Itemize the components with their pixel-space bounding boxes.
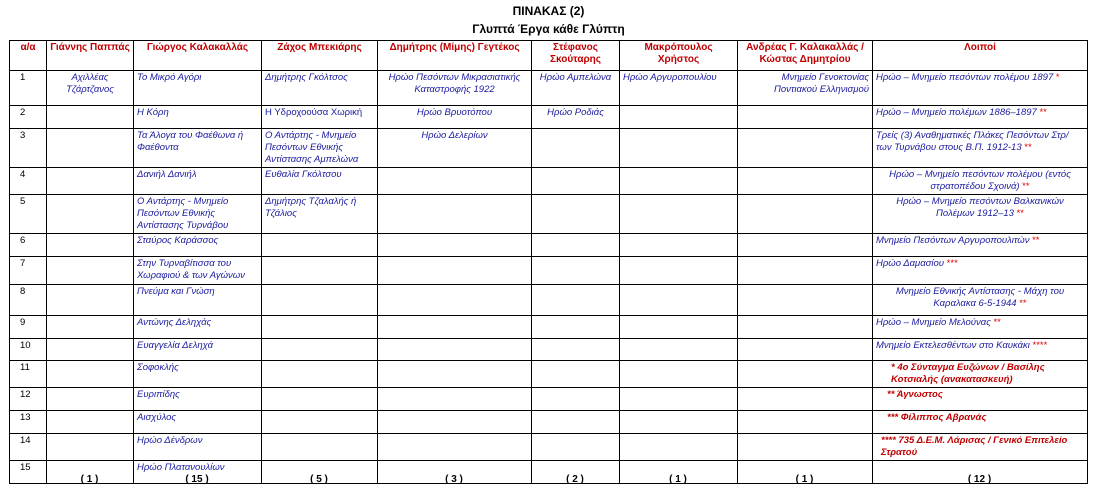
cell-loipoi	[873, 285, 1088, 316]
cell-andreas	[738, 234, 873, 257]
cell-pappas	[47, 285, 134, 316]
cell-gegtekos	[378, 234, 532, 257]
cell-loipoi	[873, 106, 1088, 129]
cell-gegtekos	[378, 168, 532, 195]
cell-skoutaris	[532, 129, 620, 168]
cell-andreas	[738, 195, 873, 234]
cell-bekiaris	[262, 411, 378, 434]
cell-bekiaris	[262, 234, 378, 257]
cell-loipoi	[873, 129, 1088, 168]
cell-gegtekos	[378, 361, 532, 388]
cell-bekiaris	[262, 361, 378, 388]
monument-text: Ηρώο – Μνημείο πεσόντων πολέμου (εντός στρατοπέδου Σχοινά)	[889, 169, 1071, 192]
cell-andreas: Μνημείο Γενοκτονίας Ποντιακού Ελληνισμού	[738, 71, 873, 106]
cell-skoutaris	[532, 388, 620, 411]
cell-andreas	[738, 316, 873, 339]
cell-andreas	[738, 129, 873, 168]
cell-skoutaris	[532, 361, 620, 388]
cell-kalakallas: Σοφοκλής	[134, 361, 262, 388]
page-subtitle: Γλυπτά Έργα κάθε Γλύπτη	[472, 22, 625, 36]
cell-bekiaris: Ο Αντάρτης - Μνημείο Πεσόντων Εθνικής Αντίστασης Αμπελώνα	[262, 129, 378, 168]
cell-pappas: Αχιλλέας Τζάρτζανος	[47, 71, 134, 106]
total-loipoi: ( 12 )	[967, 474, 992, 485]
cell-bekiaris: Δημήτρης Τζαλαλής ή Τζάλιος	[262, 195, 378, 234]
total-kalakallas: ( 15 )	[185, 474, 209, 485]
cell-gegtekos	[378, 434, 532, 461]
cell-gegtekos: Ηρώο Πεσόντων Μικρασιατικής Καταστροφής 1922	[378, 71, 532, 106]
cell-makropoulos	[620, 106, 738, 129]
row-index: 8	[10, 285, 47, 316]
monument-text: Μνημείο Πεσόντων Αργυροπουλιτών	[876, 235, 1030, 246]
cell-kalakallas: Η Κόρη	[134, 106, 262, 129]
total-bekiaris: ( 5 )	[310, 474, 328, 485]
row-index: 7	[10, 257, 47, 285]
cell-andreas	[738, 285, 873, 316]
footnote-marker: **	[990, 317, 1001, 328]
cell-loipoi	[873, 434, 1088, 461]
cell-bekiaris	[262, 388, 378, 411]
header-makropoulos: Μακρόπουλος Χρήστος	[620, 41, 738, 71]
row-index: 12	[10, 388, 47, 411]
cell-loipoi	[873, 71, 1088, 106]
footnote-text: **** 735 Δ.Ε.Μ. Λάρισας / Γενικό Επιτελείο Στρατού	[881, 435, 1068, 458]
footnote-text: ** Άγνωστος	[887, 389, 943, 400]
cell-skoutaris	[532, 434, 620, 461]
cell-kalakallas: Τα Άλογα του Φαέθωνα ή Φαέθοντα	[134, 129, 262, 168]
cell-pappas	[47, 411, 134, 434]
cell-skoutaris	[532, 316, 620, 339]
cell-kalakallas: Πνεύμα και Γνώση	[134, 285, 262, 316]
cell-skoutaris	[532, 339, 620, 361]
table-row	[10, 388, 1088, 411]
cell-loipoi	[873, 361, 1088, 388]
cell-kalakallas: Στην Τυρναβίτισσα του Χωραφιού & των Αγώνων	[134, 257, 262, 285]
cell-makropoulos	[620, 168, 738, 195]
cell-loipoi	[873, 257, 1088, 285]
cell-loipoi	[873, 195, 1088, 234]
table-row	[10, 316, 1088, 339]
cell-pappas	[47, 316, 134, 339]
sculptures-table	[9, 40, 1088, 484]
cell-kalakallas: Δανιήλ Δανιήλ	[134, 168, 262, 195]
row-index: 10	[10, 339, 47, 361]
cell-bekiaris	[262, 285, 378, 316]
cell-skoutaris: Ηρώο Αμπελώνα	[532, 71, 620, 106]
footnote-text: * 4ο Σύνταγμα Ευζώνων / Βασίλης Κοτσιαλής (ανακατασκευή)	[891, 362, 1045, 385]
cell-pappas	[47, 339, 134, 361]
cell-loipoi	[873, 316, 1088, 339]
cell-kalakallas: Ευριπίδης	[134, 388, 262, 411]
cell-loipoi	[873, 168, 1088, 195]
monument-text: Ηρώο – Μνημείο πολέμων 1886–1897	[876, 107, 1037, 118]
row-index: 13	[10, 411, 47, 434]
cell-pappas	[47, 388, 134, 411]
total-makropoulos: ( 1 )	[669, 474, 687, 485]
cell-kalakallas: Ηρώο Δένδρων	[134, 434, 262, 461]
cell-makropoulos	[620, 257, 738, 285]
cell-pappas	[47, 234, 134, 257]
footnote-marker: **	[1036, 107, 1047, 118]
cell-pappas	[47, 168, 134, 195]
cell-andreas	[738, 361, 873, 388]
cell-makropoulos	[620, 411, 738, 434]
cell-skoutaris	[532, 234, 620, 257]
cell-pappas	[47, 257, 134, 285]
table-row	[10, 434, 1088, 461]
monument-text: Ηρώο Δαμασίου	[876, 258, 945, 269]
cell-bekiaris	[262, 257, 378, 285]
row-index: 11	[10, 361, 47, 388]
cell-skoutaris	[532, 285, 620, 316]
cell-andreas	[738, 388, 873, 411]
cell-andreas	[738, 106, 873, 129]
cell-makropoulos: Ηρώο Αργυροπουλίου	[620, 71, 738, 106]
header-andreas: Ανδρέας Γ. Καλακαλλάς / Κώστας Δημητρίου	[738, 41, 873, 71]
table-row	[10, 361, 1088, 388]
row-index: 6	[10, 234, 47, 257]
cell-loipoi	[873, 234, 1088, 257]
monument-text: Ηρώο – Μνημείο πεσόντων πολέμου 1897	[876, 72, 1054, 83]
cell-bekiaris	[262, 316, 378, 339]
cell-makropoulos	[620, 234, 738, 257]
cell-bekiaris: Ευθαλία Γκόλτσου	[262, 168, 378, 195]
footnote-marker: **	[1019, 181, 1030, 192]
footnote-marker: ****	[1029, 340, 1048, 351]
footnote-marker: **	[1013, 208, 1025, 219]
cell-loipoi	[873, 339, 1088, 361]
header-skoutaris: Στέφανος Σκούταρης	[532, 41, 620, 71]
cell-makropoulos	[620, 316, 738, 339]
cell-bekiaris: Δημήτρης Γκόλτσος	[262, 71, 378, 106]
table-row	[10, 257, 1088, 285]
footnote-marker: **	[1021, 142, 1032, 153]
row-index: 15	[10, 461, 47, 484]
cell-makropoulos	[620, 339, 738, 361]
table-row	[10, 71, 1088, 106]
header-bekiaris: Ζάχος Μπεκιάρης	[262, 41, 378, 71]
header-kalakallas: Γιώργος Καλακαλλάς	[134, 41, 262, 71]
cell-pappas	[47, 195, 134, 234]
footnote-marker: **	[1016, 298, 1027, 309]
cell-loipoi	[873, 388, 1088, 411]
cell-andreas	[738, 339, 873, 361]
cell-makropoulos	[620, 388, 738, 411]
cell-kalakallas: Το Μικρό Αγόρι	[134, 71, 262, 106]
monument-text: Μνημείο Εθνικής Αντίστασης - Μάχη του Καραλακα 6-5-1944	[895, 286, 1065, 309]
cell-skoutaris	[532, 411, 620, 434]
cell-kalakallas: Ηρώο Πλατανουλίων	[134, 461, 262, 484]
monument-text: Ηρώο – Μνημείο πεσόντων Βαλκανικών Πολέμων 1912–13	[896, 196, 1064, 219]
cell-gegtekos: Ηρώο Δελερίων	[378, 129, 532, 168]
cell-bekiaris: Η Υδροχοούσα Χωρική	[262, 106, 378, 129]
footnote-marker: *	[1053, 72, 1060, 83]
cell-kalakallas: Αντώνης Δεληχάς	[134, 316, 262, 339]
table-row	[10, 234, 1088, 257]
footnote-marker: ***	[944, 258, 958, 269]
row-index: 1	[10, 71, 47, 106]
table-row	[10, 195, 1088, 234]
header-gegtekos: Δημήτρης (Μίμης) Γεγτέκος	[378, 41, 532, 71]
cell-kalakallas: Ο Αντάρτης - Μνημείο Πεσόντων Εθνικής Αντίστασης Τυρνάβου	[134, 195, 262, 234]
row-index: 3	[10, 129, 47, 168]
cell-pappas	[47, 129, 134, 168]
header-loipoi: Λοιποί	[873, 41, 1088, 71]
cell-andreas	[738, 434, 873, 461]
cell-pappas	[47, 361, 134, 388]
cell-makropoulos	[620, 361, 738, 388]
table-header-row	[10, 41, 1088, 71]
footnote-marker: **	[1029, 235, 1040, 246]
row-index: 4	[10, 168, 47, 195]
total-pappas: ( 1 )	[80, 474, 99, 485]
cell-kalakallas: Ευαγγελία Δεληχά	[134, 339, 262, 361]
monument-text: Μνημείο Εκτελεσθέντων στο Καυκάκι	[876, 340, 1030, 351]
table-row	[10, 106, 1088, 129]
page-title: ΠΙΝΑΚΑΣ (2)	[512, 4, 585, 18]
cell-skoutaris	[532, 168, 620, 195]
cell-gegtekos	[378, 411, 532, 434]
cell-skoutaris: Ηρώο Ροδιάς	[532, 106, 620, 129]
table-row	[10, 129, 1088, 168]
header-index: α/α	[10, 41, 47, 71]
total-gegtekos: ( 3 )	[445, 474, 463, 485]
row-index: 9	[10, 316, 47, 339]
row-index: 2	[10, 106, 47, 129]
monument-text: Ηρώο – Μνημείο Μελούνας	[876, 317, 991, 328]
cell-skoutaris	[532, 195, 620, 234]
table-row	[10, 339, 1088, 361]
cell-gegtekos	[378, 388, 532, 411]
cell-makropoulos	[620, 434, 738, 461]
cell-gegtekos	[378, 316, 532, 339]
monument-text: Τρείς (3) Αναθηματικές Πλάκες Πεσόντων Στρ/των Τυρνάβου στους Β.Π. 1912-13	[876, 130, 1069, 153]
cell-gegtekos: Ηρώο Βρυοτόπου	[378, 106, 532, 129]
cell-kalakallas: Αισχύλος	[134, 411, 262, 434]
cell-kalakallas: Σταύρος Καράσσος	[134, 234, 262, 257]
cell-gegtekos	[378, 257, 532, 285]
total-skoutaris: ( 2 )	[566, 474, 584, 485]
footnote-text: *** Φίλιππος Αβρανάς	[887, 412, 987, 423]
row-index: 5	[10, 195, 47, 234]
cell-bekiaris	[262, 339, 378, 361]
cell-loipoi	[873, 411, 1088, 434]
cell-gegtekos	[378, 285, 532, 316]
total-andreas: ( 1 )	[795, 474, 814, 485]
cell-bekiaris	[262, 434, 378, 461]
cell-andreas	[738, 411, 873, 434]
table-row	[10, 285, 1088, 316]
cell-skoutaris	[532, 257, 620, 285]
table-row	[10, 411, 1088, 434]
table-row	[10, 168, 1088, 195]
cell-makropoulos	[620, 195, 738, 234]
cell-pappas	[47, 434, 134, 461]
header-pappas: Γιάννης Παππάς	[47, 41, 134, 71]
row-index: 14	[10, 434, 47, 461]
cell-gegtekos	[378, 339, 532, 361]
cell-pappas	[47, 106, 134, 129]
cell-makropoulos	[620, 285, 738, 316]
cell-andreas	[738, 257, 873, 285]
cell-makropoulos	[620, 129, 738, 168]
cell-gegtekos	[378, 195, 532, 234]
cell-andreas	[738, 168, 873, 195]
